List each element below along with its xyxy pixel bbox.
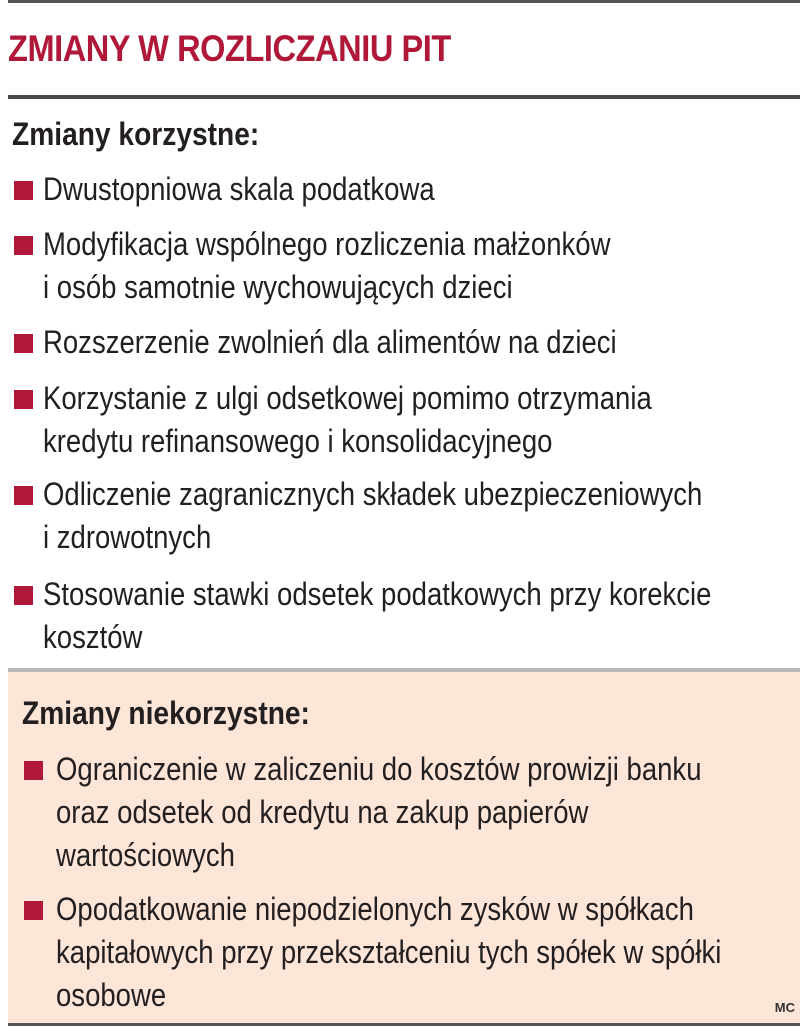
negative-heading: Zmiany niekorzystne: — [22, 695, 310, 731]
item-line: Ograniczenie w zaliczeniu do kosztów prowizji banku — [56, 751, 702, 787]
top-rule — [8, 0, 800, 3]
item-line: Korzystanie z ulgi odsetkowej pomimo otrzymania — [43, 380, 652, 416]
positive-heading: Zmiany korzystne: — [12, 116, 260, 152]
item-line: Odliczenie zagranicznych składek ubezpieczeniowych — [43, 476, 703, 512]
item-line: Rozszerzenie zwolnień dla alimentów na dzieci — [43, 324, 617, 360]
author-credit: MC — [774, 1000, 795, 1015]
item-line: osobowe — [56, 977, 167, 1013]
page-title: ZMIANY W ROZLICZANIU PIT — [8, 28, 451, 69]
item-line: kapitałowych przy przekształceniu tych spółek w spółki — [56, 934, 722, 970]
title-rule — [8, 95, 800, 99]
item-line: i zdrowotnych — [43, 519, 212, 555]
square-bullet-icon — [14, 181, 33, 200]
item-line: oraz odsetek od kredytu na zakup papierów — [56, 794, 589, 830]
square-bullet-icon — [14, 334, 33, 353]
square-bullet-icon — [24, 901, 43, 920]
square-bullet-icon — [24, 761, 43, 780]
item-line: Dwustopniowa skala podatkowa — [43, 171, 435, 207]
square-bullet-icon — [14, 236, 33, 255]
item-line: Modyfikacja wspólnego rozliczenia małżonków — [43, 226, 611, 262]
item-line: wartościowych — [56, 837, 235, 873]
item-line: Stosowanie stawki odsetek podatkowych przy korekcie — [43, 576, 712, 612]
square-bullet-icon — [14, 486, 33, 505]
square-bullet-icon — [14, 586, 33, 605]
item-line: kredytu refinansowego i konsolidacyjnego — [43, 423, 553, 459]
bottom-rule — [8, 1023, 800, 1026]
square-bullet-icon — [14, 390, 33, 409]
item-line: i osób samotnie wychowujących dzieci — [43, 269, 513, 305]
item-line: Opodatkowanie niepodzielonych zysków w spółkach — [56, 891, 694, 927]
item-line: kosztów — [43, 619, 143, 655]
